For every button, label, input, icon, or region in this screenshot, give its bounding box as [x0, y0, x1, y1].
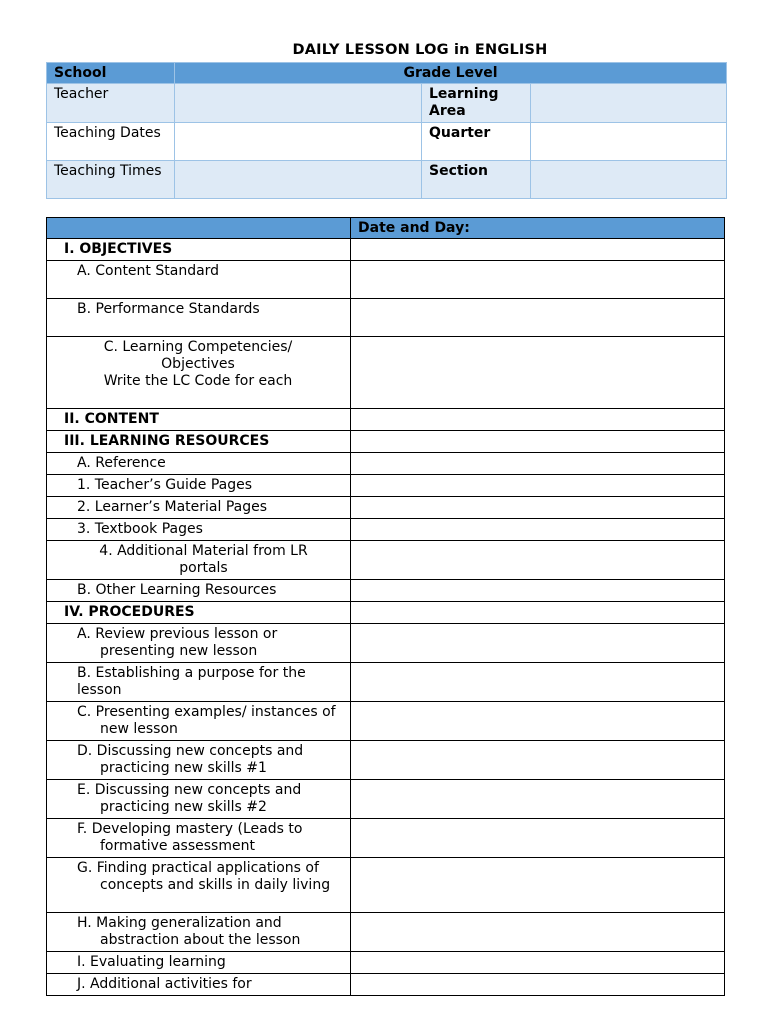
textbook-label: 3. Textbook Pages: [47, 519, 351, 541]
procedure-j-label: J. Additional activities for: [47, 974, 351, 996]
objectives-value[interactable]: [351, 239, 725, 261]
content-standard-value[interactable]: [351, 261, 725, 299]
header-info-table: [46, 62, 727, 199]
procedure-h-value[interactable]: [351, 913, 725, 952]
other-resources-value[interactable]: [351, 580, 725, 602]
textbook-value[interactable]: [351, 519, 725, 541]
procedure-f-label: F. Developing mastery (Leads to formative assessment: [47, 819, 351, 858]
content-heading: II. CONTENT: [47, 409, 351, 431]
lesson-log-table: [46, 217, 725, 996]
procedure-a-label: A. Review previous lesson or presenting new lesson: [47, 624, 351, 663]
teaching-dates-value[interactable]: [175, 123, 422, 161]
learning-competencies-value[interactable]: [351, 337, 725, 409]
grade-level-label: Grade Level: [175, 63, 727, 84]
teacher-label: Teacher: [47, 84, 175, 123]
learning-competencies-text: C. Learning Competencies/ Objectives: [103, 339, 293, 372]
objectives-heading: I. OBJECTIVES: [47, 239, 351, 261]
reference-value[interactable]: [351, 453, 725, 475]
procedure-b-label: B. Establishing a purpose for the lesson: [47, 663, 351, 702]
procedure-d-label: D. Discussing new concepts and practicing new skills #1: [47, 741, 351, 780]
content-value[interactable]: [351, 409, 725, 431]
teaching-times-label: Teaching Times: [47, 161, 175, 199]
quarter-value[interactable]: [531, 123, 727, 161]
procedure-b-value[interactable]: [351, 663, 725, 702]
section-label: Section: [422, 161, 531, 199]
lc-code-instruction: Write the LC Code for each: [103, 373, 293, 389]
procedure-g-value[interactable]: [351, 858, 725, 913]
procedure-h-label: H. Making generalization and abstraction about the lesson: [47, 913, 351, 952]
learning-resources-value[interactable]: [351, 431, 725, 453]
teacher-value[interactable]: [175, 84, 422, 123]
procedure-c-label: C. Presenting examples/ instances of new lesson: [47, 702, 351, 741]
school-label: School: [47, 63, 175, 84]
procedure-f-value[interactable]: [351, 819, 725, 858]
content-standard-label: A. Content Standard: [47, 261, 351, 299]
date-day-label: Date and Day:: [351, 218, 725, 239]
procedure-j-value[interactable]: [351, 974, 725, 996]
learning-area-label: Learning Area: [422, 84, 531, 123]
procedure-c-value[interactable]: [351, 702, 725, 741]
procedures-value[interactable]: [351, 602, 725, 624]
procedure-i-value[interactable]: [351, 952, 725, 974]
procedure-d-value[interactable]: [351, 741, 725, 780]
learners-material-value[interactable]: [351, 497, 725, 519]
procedure-a-value[interactable]: [351, 624, 725, 663]
page-title: DAILY LESSON LOG in ENGLISH: [292, 42, 548, 58]
learning-resources-heading: III. LEARNING RESOURCES: [47, 431, 351, 453]
section-value[interactable]: [531, 161, 727, 199]
procedure-e-label: E. Discussing new concepts and practicing new skills #2: [47, 780, 351, 819]
additional-material-value[interactable]: [351, 541, 725, 580]
learning-area-value[interactable]: [531, 84, 727, 123]
performance-standards-value[interactable]: [351, 299, 725, 337]
learning-competencies-label: [47, 337, 351, 409]
procedure-i-label: I. Evaluating learning: [47, 952, 351, 974]
additional-material-label: 4. Additional Material from LR portals: [47, 541, 351, 580]
learners-material-label: 2. Learner’s Material Pages: [47, 497, 351, 519]
procedures-heading: IV. PROCEDURES: [47, 602, 351, 624]
quarter-label: Quarter: [422, 123, 531, 161]
blank-header-cell: [47, 218, 351, 239]
procedure-e-value[interactable]: [351, 780, 725, 819]
teaching-dates-label: Teaching Dates: [47, 123, 175, 161]
teachers-guide-label: 1. Teacher’s Guide Pages: [47, 475, 351, 497]
teachers-guide-value[interactable]: [351, 475, 725, 497]
reference-label: A. Reference: [47, 453, 351, 475]
procedure-g-label: G. Finding practical applications of concepts and skills in daily living: [47, 858, 351, 913]
teaching-times-value[interactable]: [175, 161, 422, 199]
other-resources-label: B. Other Learning Resources: [47, 580, 351, 602]
performance-standards-label: B. Performance Standards: [47, 299, 351, 337]
